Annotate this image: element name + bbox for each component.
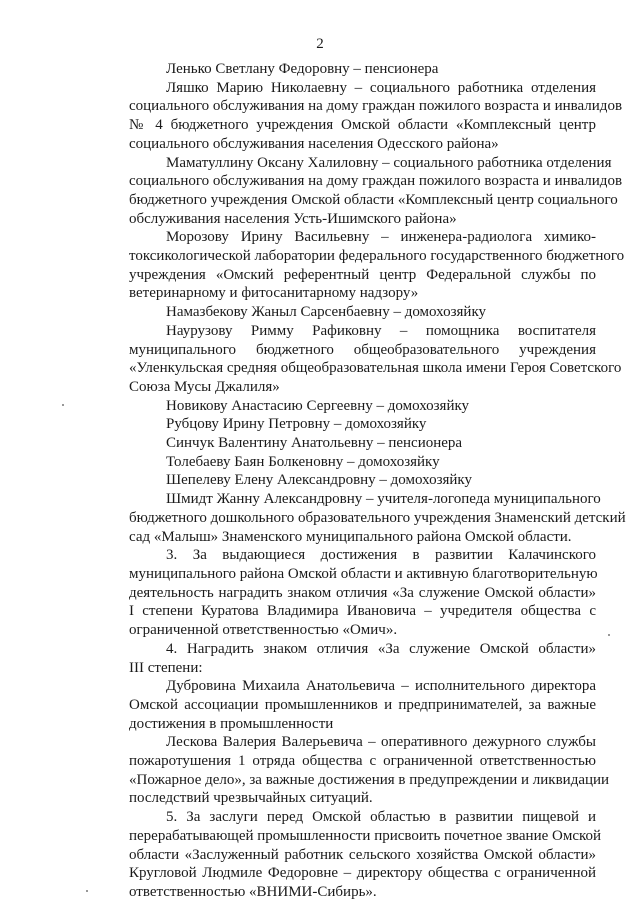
paragraph-line: № 4 бюджетного учреждения Омской области «Комплексный центр [129,117,596,134]
paragraph [92,490,626,546]
paragraph-line: пожаротушения 1 отряда общества с ограниченной ответственностью [129,753,596,770]
paragraph-line: ветеринарному и фитосанитарному надзору» [129,285,419,302]
paragraph-line: I степени Куратова Владимира Ивановича – учредителя общества с [129,603,596,620]
paragraph-line: деятельность наградить знаком отличия «За служение Омской области» [129,584,596,601]
paragraph-line: Союза Мусы Джалиля» [129,378,280,395]
paragraph-line: бюджетного учреждения Омской области «Комплексный центр социального [129,191,618,208]
paragraph-line: Омской ассоциации промышленников и предпринимателей, за важные [129,696,596,713]
document-body [92,60,626,902]
scan-speck [62,404,64,406]
paragraph-line: 5. За заслуги перед Омской областью в развитии пищевой и [166,809,596,826]
paragraph [92,471,596,490]
paragraph [92,546,596,640]
paragraph [92,154,623,229]
paragraph-line: Лескова Валерия Валерьевича – оперативного дежурного службы [166,734,596,751]
paragraph-line: муниципального бюджетного общеобразовательного учреждения [129,341,596,358]
paragraph-line: Шмидт Жанну Александровну – учителя-логопеда муниципального [166,491,601,508]
paragraph-line: Кругловой Людмиле Федоровне – директору общества с ограниченной [129,865,596,882]
paragraph-line: учреждения «Омский референтный центр Федеральной службы по [129,266,596,283]
paragraph [92,808,602,902]
paragraph-line: муниципального района Омской области и активную благотворительную [129,565,598,582]
paragraph [92,303,596,322]
paragraph [92,677,596,733]
paragraph-line: Морозову Ирину Васильевну – инженера-радиолога химико- [166,229,596,246]
paragraph-line: сад «Малыш» Знаменского муниципального района Омской области. [129,528,572,545]
paragraph-line: социального обслуживания населения Одесского района» [129,135,499,152]
paragraph-line: Намазбекову Жаныл Сарсенбаевну – домохозяйку [166,304,487,321]
paragraph-line: Шепелеву Елену Александровну – домохозяйку [166,472,472,489]
paragraph [92,733,610,808]
paragraph-line: социального обслуживания на дому граждан пожилого возраста и инвалидов [129,173,623,190]
paragraph-line: Наурузову Римму Рафиковну – помощника воспитателя [166,322,596,339]
paragraph-line: Дубровина Михаила Анатольевича – исполнительного директора [166,678,596,695]
paragraph-line: перерабатывающей промышленности присвоить почетное звание Омской [129,827,602,844]
paragraph-line: последствий чрезвычайных ситуаций. [129,790,373,807]
paragraph-line: Толебаеву Баян Болкеновну – домохозяйку [166,453,440,470]
paragraph-line: обслуживания населения Усть-Ишимского района» [129,210,457,227]
paragraph [92,228,625,303]
paragraph [92,60,596,79]
paragraph-line: «Уленкульская средняя общеобразовательная школа имени Героя Советского [129,360,622,377]
paragraph-line: бюджетного дошкольного образовательного учреждения Знаменский детский [129,509,626,526]
paragraph-line: 3. За выдающиеся достижения в развитии Калачинского [166,547,596,564]
paragraph-line: 4. Наградить знаком отличия «За служение Омской области» [166,640,596,657]
paragraph-line: Ляшко Марию Николаевну – социального работника отделения [166,79,596,96]
paragraph [92,640,596,677]
paragraph-line: социального обслуживания на дому граждан пожилого возраста и инвалидов [129,98,623,115]
paragraph [92,453,596,472]
paragraph-line: «Пожарное дело», за важные достижения в предупреждении и ликвидации [129,771,610,788]
scan-speck [608,634,610,636]
paragraph-line: области «Заслуженный работник сельского хозяйства Омской области» [129,846,596,863]
paragraph-line: Рубцову Ирину Петровну – домохозяйку [166,416,427,433]
paragraph [92,79,623,154]
paragraph-line: Ленько Светлану Федоровну – пенсионера [166,61,439,77]
paragraph-line: достижения в промышленности [129,715,334,732]
paragraph-line: Маматуллину Оксану Халиловну – социального работника отделения [166,154,612,171]
paragraph [92,415,596,434]
paragraph-line: ограниченной ответственностью «Омич». [129,622,398,639]
paragraph-line: Новикову Анастасию Сергеевну – домохозяйку [166,397,470,414]
paragraph-line: Синчук Валентину Анатольевну – пенсионера [166,435,463,452]
paragraph-line: токсикологической лаборатории федерального государственного бюджетного [129,248,625,265]
scan-speck [86,890,88,892]
paragraph [92,322,622,397]
paragraph-line: ответственностью «ВНИМИ-Сибирь». [129,883,377,900]
paragraph-line: III степени: [129,659,203,676]
page-number: 2 [316,36,324,52]
paragraph [92,434,596,453]
paragraph [92,397,596,416]
